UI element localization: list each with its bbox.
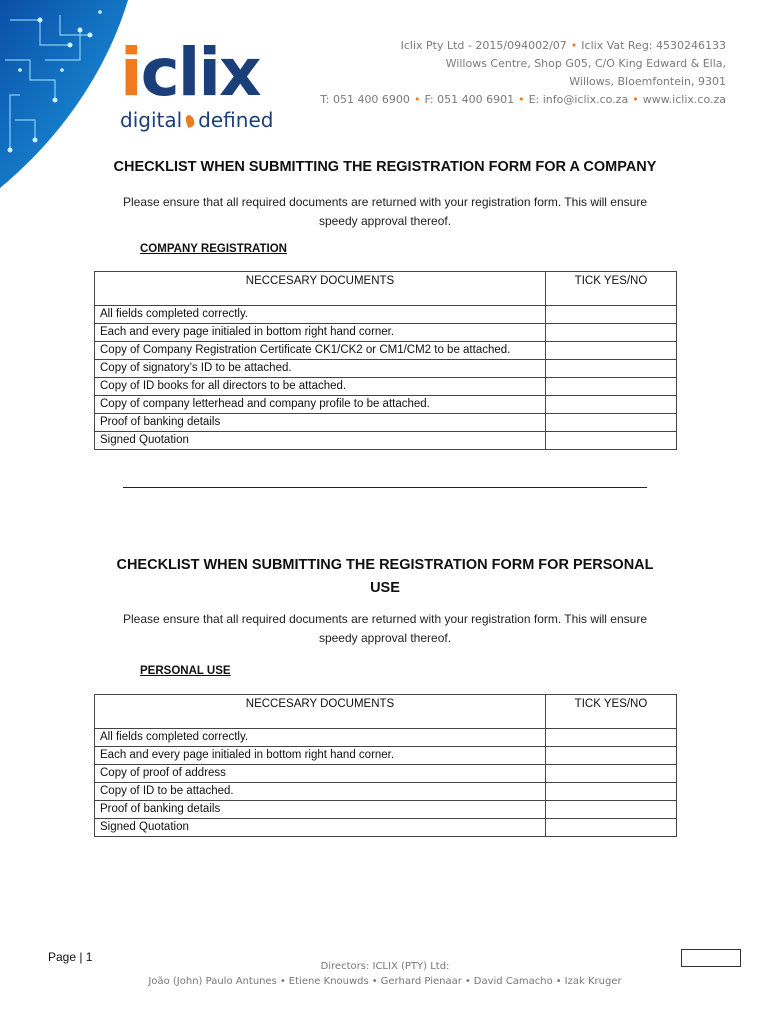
tick-column-header: TICK YES/NO	[546, 695, 677, 729]
separator-dot-icon: •	[518, 93, 525, 106]
separator-dot-icon: •	[413, 93, 421, 106]
document-item: Copy of company letterhead and company profile to be attached.	[95, 396, 546, 414]
document-item: Proof of banking details	[95, 414, 546, 432]
personal-title-line-2: USE	[370, 580, 400, 596]
tick-cell[interactable]	[546, 747, 677, 765]
table-row	[95, 783, 677, 801]
logo-tagline-right: defined	[198, 108, 274, 132]
table-row	[95, 729, 677, 747]
website-link[interactable]: www.iclix.co.za	[642, 93, 726, 106]
document-item: Copy of Company Registration Certificate CK1/CK2 or CM1/CM2 to be attached.	[95, 342, 546, 360]
directors-title: Directors: ICLIX (PTY) Ltd:	[320, 961, 450, 972]
logo-letter-i: i	[120, 34, 141, 111]
tick-cell[interactable]	[546, 783, 677, 801]
tick-cell[interactable]	[546, 306, 677, 324]
documents-column-header: NECCESARY DOCUMENTS	[95, 695, 546, 729]
document-item: All fields completed correctly.	[95, 729, 546, 747]
director-name: Etiene Knouwds	[288, 976, 369, 987]
address-line-1: Willows Centre, Shop G05, C/O King Edward & Ella,	[445, 57, 726, 70]
logo-wordmark	[120, 34, 280, 111]
company-contact-block	[320, 37, 726, 109]
separator-dot-icon: •	[570, 39, 578, 52]
director-name: João (John) Paulo Antunes	[148, 976, 277, 987]
logo-letters-clix: clix	[140, 34, 260, 111]
table-row	[95, 342, 677, 360]
tick-cell[interactable]	[546, 801, 677, 819]
director-name: Izak Kruger	[564, 976, 622, 987]
document-item: Copy of signatory’s ID to be attached.	[95, 360, 546, 378]
company-intro	[0, 193, 770, 231]
tick-cell[interactable]	[546, 819, 677, 837]
separator-dot-icon: •	[464, 976, 471, 987]
personal-use-subheading: PERSONAL USE	[140, 665, 231, 677]
table-row	[95, 414, 677, 432]
logo-leaf-icon	[184, 114, 196, 128]
document-item: Signed Quotation	[95, 819, 546, 837]
table-row	[95, 432, 677, 450]
tick-cell[interactable]	[546, 324, 677, 342]
table-header-row	[95, 272, 677, 306]
personal-documents-table	[94, 694, 677, 837]
tick-cell[interactable]	[546, 342, 677, 360]
company-intro-line-1: Please ensure that all required documents are returned with your registration form. This will ensure	[122, 195, 648, 209]
email-address[interactable]: E: info@iclix.co.za	[528, 93, 629, 106]
table-row	[95, 801, 677, 819]
personal-title-line-1: CHECKLIST WHEN SUBMITTING THE REGISTRATION FORM FOR PERSONAL	[116, 557, 654, 573]
logo-tagline-left: digital	[120, 108, 183, 132]
document-item: Proof of banking details	[95, 801, 546, 819]
tick-cell[interactable]	[546, 414, 677, 432]
director-name: David Camacho	[473, 976, 553, 987]
table-row	[95, 396, 677, 414]
company-checklist-section	[0, 156, 770, 231]
table-row	[95, 324, 677, 342]
table-row	[95, 306, 677, 324]
company-registration: Iclix Pty Ltd - 2015/094002/07	[400, 39, 567, 52]
documents-column-header: NECCESARY DOCUMENTS	[95, 272, 546, 306]
personal-intro-line-1: Please ensure that all required documents are returned with your registration form. This will ensure	[122, 612, 648, 626]
director-name: Gerhard Pienaar	[380, 976, 462, 987]
company-registration-subheading: COMPANY REGISTRATION	[140, 243, 287, 255]
table-row	[95, 765, 677, 783]
separator-dot-icon: •	[555, 976, 562, 987]
registration-line	[320, 37, 726, 55]
fax-number: F: 051 400 6901	[424, 93, 515, 106]
tick-column-header: TICK YES/NO	[546, 272, 677, 306]
section-divider	[123, 487, 647, 488]
logo-tagline	[120, 108, 280, 132]
document-item: Signed Quotation	[95, 432, 546, 450]
personal-intro-line-2: speedy approval thereof.	[318, 631, 452, 645]
page-number: Page | 1	[48, 950, 93, 964]
document-item: Each and every page initialed in bottom right hand corner.	[95, 324, 546, 342]
directors-list	[0, 974, 770, 989]
iclix-logo	[120, 34, 280, 135]
company-documents-table	[94, 271, 677, 450]
document-item: Copy of ID to be attached.	[95, 783, 546, 801]
table-row	[95, 378, 677, 396]
personal-checklist-section	[0, 554, 770, 648]
phone-number: T: 051 400 6900	[320, 93, 410, 106]
tick-cell[interactable]	[546, 378, 677, 396]
document-item: All fields completed correctly.	[95, 306, 546, 324]
table-row	[95, 360, 677, 378]
company-intro-line-2: speedy approval thereof.	[318, 214, 452, 228]
personal-checklist-title	[0, 554, 770, 600]
personal-intro	[0, 610, 770, 648]
separator-dot-icon: •	[632, 93, 639, 106]
tick-cell[interactable]	[546, 729, 677, 747]
separator-dot-icon: •	[279, 976, 286, 987]
company-checklist-title: CHECKLIST WHEN SUBMITTING THE REGISTRATION FORM FOR A COMPANY	[113, 159, 657, 175]
vat-registration: Iclix Vat Reg: 4530246133	[581, 39, 726, 52]
document-item: Copy of proof of address	[95, 765, 546, 783]
table-row	[95, 747, 677, 765]
address-line-2: Willows, Bloemfontein, 9301	[569, 75, 726, 88]
contact-line	[320, 91, 726, 109]
tick-cell[interactable]	[546, 396, 677, 414]
table-header-row	[95, 695, 677, 729]
tick-cell[interactable]	[546, 765, 677, 783]
tick-cell[interactable]	[546, 360, 677, 378]
tick-cell[interactable]	[546, 432, 677, 450]
document-item: Each and every page initialed in bottom right hand corner.	[95, 747, 546, 765]
separator-dot-icon: •	[371, 976, 378, 987]
table-row	[95, 819, 677, 837]
directors-footer	[0, 959, 770, 989]
document-item: Copy of ID books for all directors to be attached.	[95, 378, 546, 396]
